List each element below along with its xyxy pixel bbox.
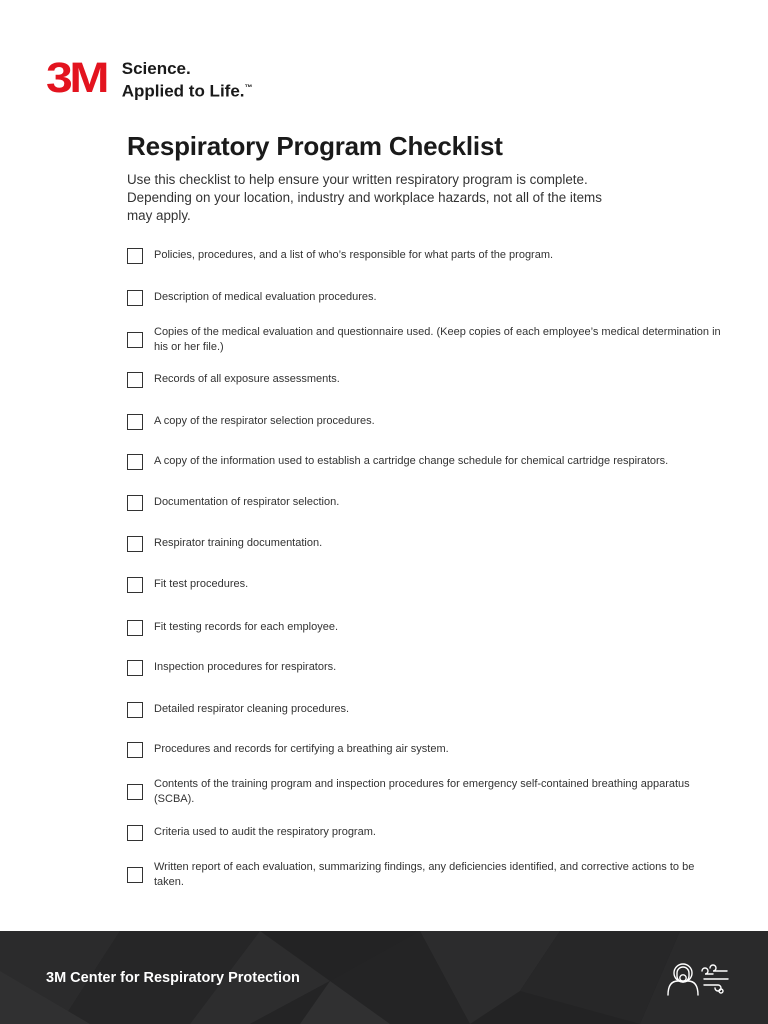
checklist-item[interactable] (127, 364, 727, 396)
checkbox[interactable] (127, 248, 143, 264)
checklist-item[interactable] (127, 817, 727, 849)
checkbox[interactable] (127, 742, 143, 758)
intro-paragraph: Use this checklist to help ensure your written respiratory program is complete. Depending on your location, industry and workplace hazards, not all of the items may apply. (127, 172, 602, 223)
checklist-item[interactable] (127, 694, 727, 726)
checkbox[interactable] (127, 372, 143, 388)
checkbox[interactable] (127, 867, 143, 883)
checklist-item-label: Policies, procedures, and a list of who’s responsible for what parts of the program. (154, 249, 554, 262)
checklist-item[interactable] (127, 240, 727, 272)
checklist-item-label: Documentation of respirator selection. (154, 496, 340, 509)
checkbox[interactable] (127, 825, 143, 841)
tagline-line-2-text: Applied to Life. (121, 81, 245, 101)
footer-title: 3M Center for Respiratory Protection (46, 970, 300, 986)
checklist-item-label: A copy of the respirator selection procedures. (154, 415, 375, 428)
checkbox[interactable] (127, 660, 143, 676)
checklist-item-label: Written report of each evaluation, summarizing findings, any deficiencies identified, and corrective actions to be taken. (154, 860, 695, 888)
checklist-item[interactable] (127, 282, 727, 314)
checkbox[interactable] (127, 414, 143, 430)
tagline-line-2 (122, 78, 253, 101)
checklist-item[interactable] (127, 612, 727, 644)
checkbox[interactable] (127, 332, 143, 348)
checklist-item[interactable] (127, 446, 727, 478)
checklist-item[interactable] (127, 569, 727, 601)
respirator-person-air-icon (664, 961, 734, 997)
checklist-item-label: Records of all exposure assessments. (154, 373, 340, 386)
checklist-item[interactable] (127, 528, 727, 560)
checkbox[interactable] (127, 784, 143, 800)
brand-logo (46, 54, 253, 102)
checklist-item[interactable] (127, 406, 727, 438)
checkbox[interactable] (127, 290, 143, 306)
checklist-item-label: Contents of the training program and inspection procedures for emergency self-contained breathing apparatus (SCBA). (154, 777, 690, 805)
checklist-item[interactable] (127, 652, 727, 684)
trademark-symbol: ™ (244, 83, 253, 92)
checklist-item-label: Procedures and records for certifying a breathing air system. (154, 743, 449, 756)
checkbox[interactable] (127, 536, 143, 552)
footer-banner (0, 931, 768, 1024)
checklist-item[interactable] (127, 734, 727, 766)
checklist-item-label: Detailed respirator cleaning procedures. (154, 703, 350, 716)
checkbox[interactable] (127, 577, 143, 593)
checklist-item-label: Fit test procedures. (154, 578, 249, 591)
checklist-item-label: Inspection procedures for respirators. (154, 661, 337, 674)
checklist-item-label: Respirator training documentation. (154, 537, 323, 550)
tagline-line-1: Science. (121, 59, 191, 78)
checklist-item-label: Copies of the medical evaluation and questionnaire used. (Keep copies of each employee’s medical determination in his or her file.) (154, 325, 721, 353)
page-title: Respiratory Program Checklist (127, 131, 503, 161)
checklist-item-label: Description of medical evaluation procedures. (154, 291, 377, 304)
checklist-item-label: Fit testing records for each employee. (154, 621, 339, 634)
checklist-item[interactable] (127, 859, 727, 891)
checkbox[interactable] (127, 702, 143, 718)
checklist-item-label: Criteria used to audit the respiratory program. (154, 826, 376, 839)
3m-logo-mark: 3M (46, 54, 107, 102)
checklist-item[interactable] (127, 487, 727, 519)
checkbox[interactable] (127, 454, 143, 470)
checklist-item-label: A copy of the information used to establish a cartridge change schedule for chemical cartridge respirators. (154, 455, 669, 468)
checklist-item[interactable] (127, 776, 727, 808)
logo-tagline (122, 59, 253, 101)
checkbox[interactable] (127, 495, 143, 511)
checkbox[interactable] (127, 620, 143, 636)
checklist-item[interactable] (127, 324, 727, 356)
